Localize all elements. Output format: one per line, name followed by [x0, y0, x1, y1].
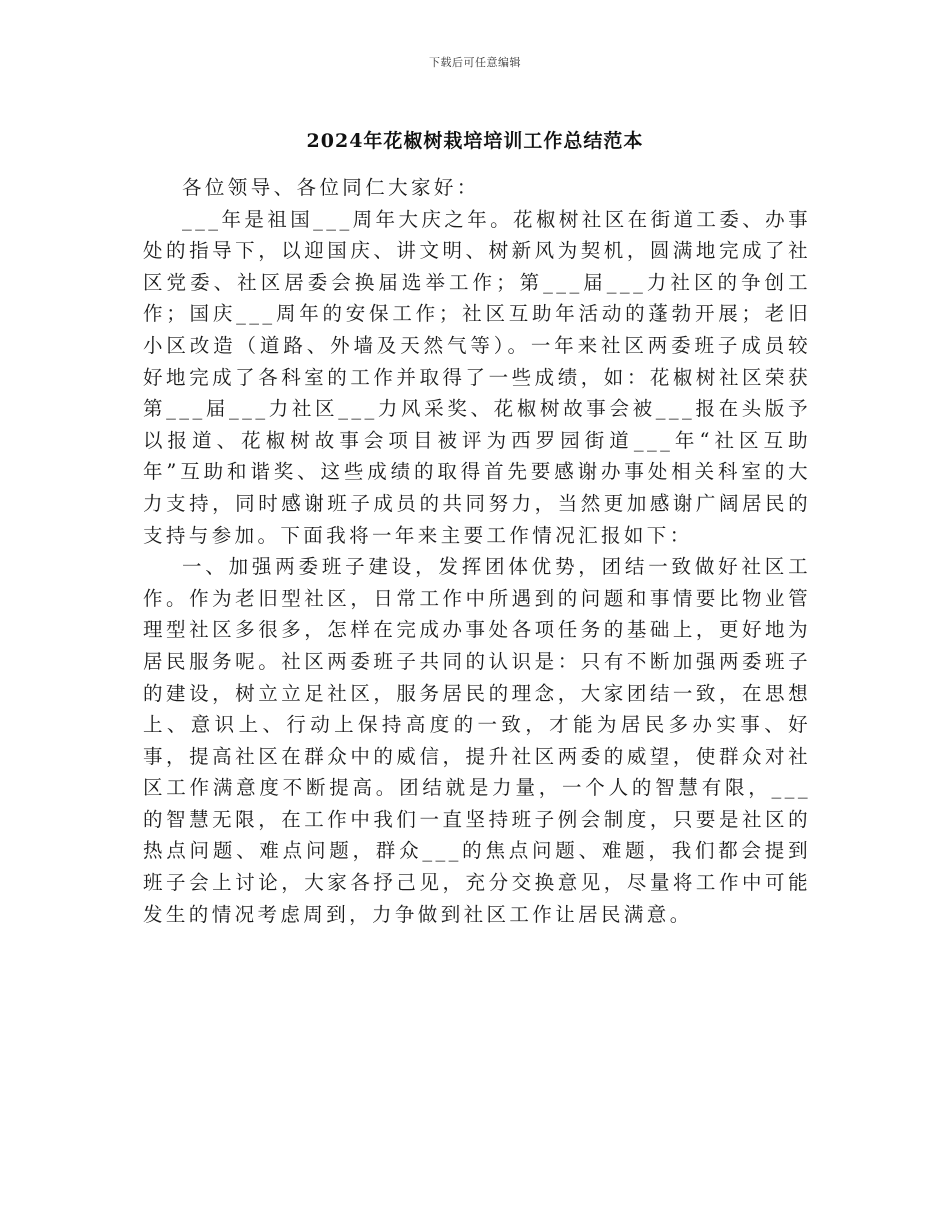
- document-title: 2024年花椒树栽培培训工作总结范本: [306, 130, 644, 152]
- section-one-paragraph: 一、加强两委班子建设，发挥团体优势，团结一致做好社区工作。作为老旧型社区，日常工作中所遇到的问题和事情要比物业管理型社区多很多，怎样在完成办事处各项任务的基础上，更好地为居民服务呢。社区两委班子共同的认识是：只有不断加强两委班子的建设，树立立足社区，服务居民的理念，大家团结一致，在思想上、意识上、行动上保持高度的一致，才能为居民多办实事、好事，提高社区在群众中的威信，提升社区两委的威望，使群众对社区工作满意度不断提高。团结就是力量，一个人的智慧有限，___的智慧无限，在工作中我们一直坚持班子例会制度，只要是社区的热点问题、难点问题，群众___的焦点问题、难题，我们都会提到班子会上讨论，大家各抒己见，充分交换意见，尽量将工作中可能发生的情况考虑周到，力争做到社区工作让居民满意。: [143, 555, 811, 926]
- greeting-paragraph: 各位领导、各位同仁大家好：: [182, 176, 480, 199]
- page-header-note: 下载后可任意编辑: [429, 56, 521, 69]
- document-body: [143, 172, 811, 930]
- intro-paragraph: ___年是祖国___周年大庆之年。花椒树社区在街道工委、办事处的指导下，以迎国庆、讲文明、树新风为契机，圆满地完成了社区党委、社区居委会换届选举工作；第___届___力社区的争创工作；国庆___周年的安保工作；社区互助年活动的蓬勃开展；老旧小区改造（道路、外墙及天然气等）。一年来社区两委班子成员较好地完成了各科室的工作并取得了一些成绩，如：花椒树社区荣获第___届___力社区___力风采奖、花椒树故事会被___报在头版予以报道、花椒树故事会项目被评为西罗园街道___年“社区互助年”互助和谐奖、这些成绩的取得首先要感谢办事处相关科室的大力支持，同时感谢班子成员的共同努力，当然更加感谢广阔居民的支持与参加。下面我将一年来主要工作情况汇报如下：: [143, 207, 811, 547]
